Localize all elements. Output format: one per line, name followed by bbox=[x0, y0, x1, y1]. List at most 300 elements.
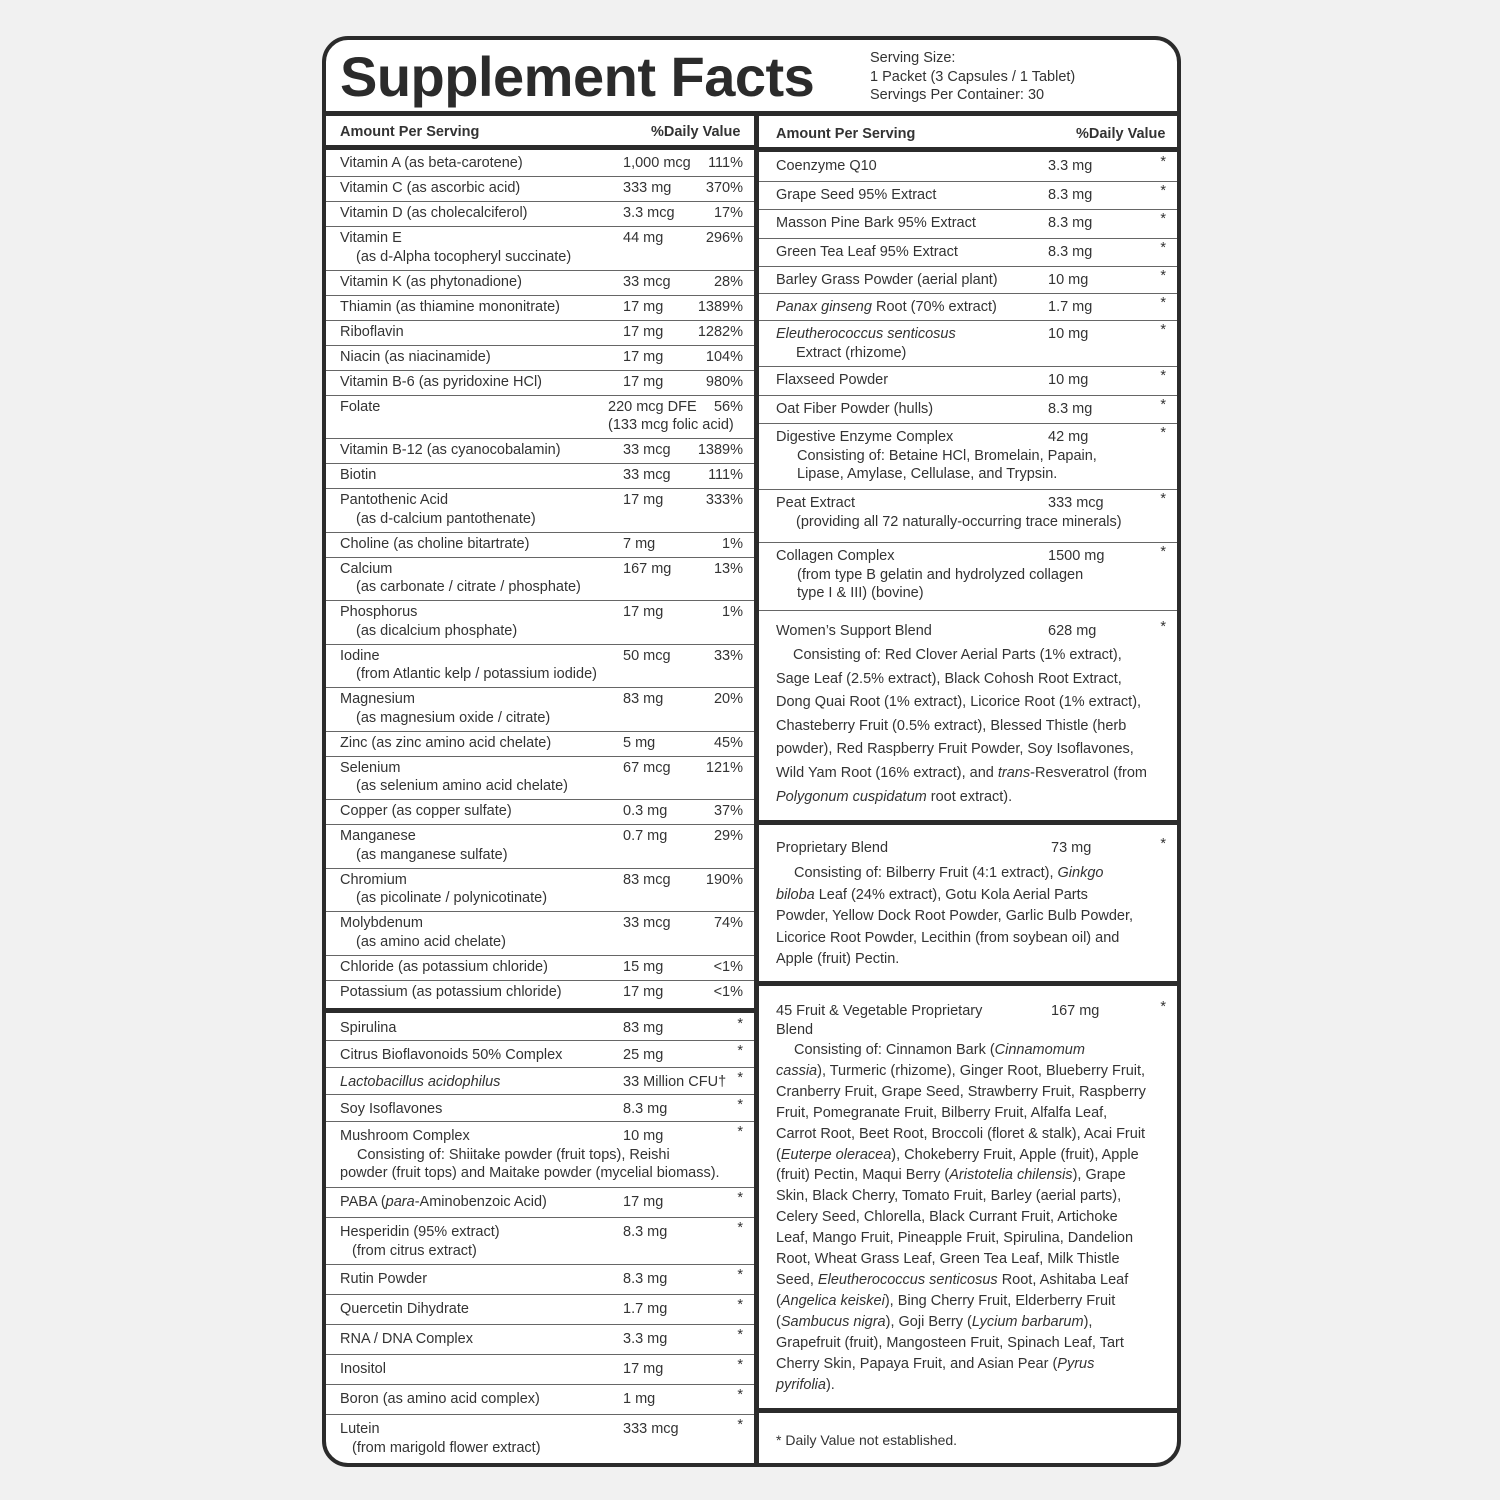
ingredient-amount: 3.3 mg bbox=[1048, 158, 1093, 174]
ingredient-amount: 7 mg bbox=[623, 535, 656, 552]
ingredient-name bbox=[340, 690, 415, 709]
proprietary-line: Apple (fruit) Pectin. bbox=[776, 951, 900, 967]
text: ( bbox=[776, 1313, 781, 1330]
text: ). bbox=[825, 1376, 835, 1393]
ingredient-amount: 167 mg bbox=[623, 560, 672, 577]
text: Phosphorus bbox=[340, 604, 418, 620]
left-header-rule bbox=[326, 145, 754, 150]
ingredient-name bbox=[776, 186, 936, 205]
row-divider bbox=[326, 370, 754, 371]
ingredient-name bbox=[340, 1360, 386, 1379]
fruitveg-blend-dv: * bbox=[1160, 999, 1166, 1015]
ingredient-dv: * bbox=[737, 1043, 743, 1059]
ingredient-name bbox=[340, 1420, 380, 1439]
ingredient-name bbox=[340, 298, 560, 317]
ingredient-name bbox=[340, 273, 522, 292]
ingredient-dv: 190% bbox=[705, 871, 743, 888]
ingredient-dv: * bbox=[1160, 368, 1166, 384]
ingredient-sub: (as d-Alpha tocopheryl succinate) bbox=[356, 248, 572, 265]
ingredient-dv: * bbox=[1160, 322, 1166, 338]
text: Riboflavin bbox=[340, 323, 404, 340]
text: Eleutherococcus senticosus bbox=[817, 1271, 998, 1288]
row-divider bbox=[326, 1324, 754, 1325]
ingredient-name bbox=[340, 827, 416, 846]
proprietary-rule bbox=[759, 981, 1177, 986]
text: Cinnamomum bbox=[994, 1042, 1085, 1058]
supplement-facts-panel bbox=[322, 36, 1181, 1467]
ingredient-name bbox=[340, 734, 551, 753]
ingredient-sub: Lipase, Amylase, Cellulase, and Trypsin. bbox=[797, 466, 1058, 482]
ingredient-amount: 17 mg bbox=[623, 323, 664, 340]
ingredient-name bbox=[776, 371, 888, 390]
row-divider bbox=[759, 366, 1177, 367]
text: Mushroom Complex bbox=[340, 1128, 470, 1144]
fruitveg-rule bbox=[759, 1408, 1177, 1413]
row-divider bbox=[759, 293, 1177, 294]
proprietary-line: Licorice Root Powder, Lecithin (from soybean oil) and bbox=[776, 929, 1120, 946]
text: Molybdenum bbox=[340, 915, 424, 931]
ingredient-dv: 13% bbox=[713, 560, 743, 577]
ingredient-name bbox=[340, 179, 520, 198]
ingredient-amount: 67 mcg bbox=[623, 759, 671, 776]
text: Vitamin B-6 (as pyridoxine HCl) bbox=[340, 373, 542, 390]
row-divider bbox=[326, 1121, 754, 1122]
ingredient-amount: 17 mg bbox=[623, 298, 664, 315]
ingredient-name bbox=[776, 214, 976, 233]
ingredient-dv: 296% bbox=[705, 230, 743, 246]
fruitveg-line: Fruit, Pomegranate Fruit, Bilberry Fruit, Alfalfa Leaf, bbox=[776, 1104, 1108, 1121]
text: Vitamin E bbox=[340, 230, 402, 246]
text: Chromium bbox=[340, 871, 407, 888]
ingredient-name bbox=[776, 547, 894, 566]
ingredient-dv: 1282% bbox=[697, 323, 743, 340]
ingredient-amount: 10 mg bbox=[1048, 372, 1089, 388]
row-divider bbox=[326, 176, 754, 177]
ingredient-dv: * bbox=[1160, 211, 1166, 227]
text: Inositol bbox=[340, 1361, 386, 1377]
text: Magnesium bbox=[340, 691, 415, 707]
ingredient-name bbox=[340, 759, 400, 778]
row-divider bbox=[326, 687, 754, 688]
ingredient-amount: 17 mg bbox=[623, 348, 664, 365]
left-dv-header: %Daily Value bbox=[651, 124, 741, 140]
footnote: * Daily Value not established. bbox=[776, 1432, 958, 1448]
ingredient-name bbox=[340, 398, 380, 417]
text: root extract). bbox=[926, 788, 1013, 805]
womens-rule bbox=[759, 820, 1177, 825]
ingredient-amount: 8.3 mg bbox=[1048, 215, 1093, 231]
text: Quercetin Dihydrate bbox=[340, 1301, 469, 1317]
ingredient-amount: 50 mcg bbox=[623, 647, 671, 664]
ingredient-sub: (as d-calcium pantothenate) bbox=[356, 510, 536, 527]
ingredient-dv: 104% bbox=[705, 348, 743, 365]
text: Calcium bbox=[340, 560, 393, 577]
ingredient-amount: 8.3 mg bbox=[1048, 186, 1093, 203]
row-divider bbox=[326, 557, 754, 558]
ingredient-amount: 17 mg bbox=[623, 492, 664, 508]
ingredient-dv: * bbox=[737, 1327, 743, 1343]
ingredient-amount: 25 mg bbox=[623, 1047, 664, 1063]
row-divider bbox=[326, 731, 754, 732]
ingredient-amount: 33 mcg bbox=[623, 467, 671, 483]
ingredient-dv: 56% bbox=[713, 398, 743, 415]
text: Leaf (24% extract), Gotu Kola Aerial Parts bbox=[814, 886, 1088, 903]
ingredient-amount: 1 mg bbox=[623, 1391, 656, 1407]
ingredient-name bbox=[776, 271, 998, 290]
ingredient-dv: * bbox=[1160, 491, 1166, 507]
row-divider bbox=[326, 395, 754, 396]
text: Boron (as amino acid complex) bbox=[340, 1391, 540, 1407]
text: cassia bbox=[776, 1062, 818, 1079]
ingredient-dv: 29% bbox=[713, 828, 743, 844]
ingredient-dv: * bbox=[1160, 268, 1166, 284]
womens-line bbox=[776, 786, 1147, 810]
ingredient-amount: 10 mg bbox=[1048, 272, 1089, 288]
text: Consisting of: Cinnamon Bark ( bbox=[794, 1042, 995, 1058]
womens-blend-desc bbox=[776, 644, 1147, 809]
ingredient-dv: * bbox=[1160, 544, 1166, 560]
text: Flaxseed Powder bbox=[776, 372, 889, 388]
row-divider bbox=[326, 600, 754, 601]
fruitveg-line bbox=[776, 1145, 1146, 1166]
text: Vitamin K (as phytonadione) bbox=[340, 273, 522, 290]
text: Hesperidin (95% extract) bbox=[340, 1224, 500, 1240]
text: ), Goji Berry ( bbox=[885, 1313, 972, 1330]
ingredient-dv: * bbox=[737, 1267, 743, 1283]
ingredient-amount: 17 mg bbox=[623, 1194, 664, 1210]
text: Masson Pine Bark 95% Extract bbox=[776, 215, 976, 231]
text: Seed, bbox=[776, 1271, 818, 1288]
ingredient-amount: 333 mcg bbox=[623, 1421, 679, 1437]
fruitveg-line bbox=[776, 1354, 1146, 1375]
ingredient-name bbox=[340, 1127, 470, 1146]
ingredient-dv: * bbox=[737, 1387, 743, 1403]
row-divider bbox=[326, 1264, 754, 1265]
ingredient-dv: 17% bbox=[713, 205, 743, 221]
text: Lactobacillus acidophilus bbox=[340, 1074, 501, 1090]
text: (fruit) Pectin, Maqui Berry ( bbox=[776, 1167, 950, 1184]
text: Iodine bbox=[340, 647, 380, 664]
ingredient-dv: 37% bbox=[713, 803, 743, 819]
text: Pantothenic Acid bbox=[340, 492, 449, 508]
ingredient-sub: Extract (rhizome) bbox=[796, 344, 907, 361]
fruitveg-blend-name bbox=[776, 1002, 982, 1039]
ingredient-dv: 111% bbox=[708, 467, 743, 483]
ingredient-name bbox=[340, 535, 529, 554]
left-amount-header: Amount Per Serving bbox=[340, 124, 480, 140]
ingredient-name bbox=[340, 983, 562, 1002]
row-divider bbox=[759, 238, 1177, 239]
serving-size-label: Serving Size: bbox=[870, 50, 956, 66]
ingredient-sub: (from Atlantic kelp / potassium iodide) bbox=[356, 666, 597, 682]
ingredient-name bbox=[340, 1270, 427, 1289]
ingredient-dv: * bbox=[1160, 239, 1166, 256]
ingredient-amount: 0.3 mg bbox=[623, 803, 668, 819]
womens-line bbox=[776, 762, 1147, 786]
proprietary-blend-amount: 73 mg bbox=[1051, 840, 1092, 856]
row-divider bbox=[326, 345, 754, 346]
text: -Resveratrol (from bbox=[1030, 764, 1147, 781]
text: Pyrus bbox=[1057, 1355, 1095, 1372]
row-divider bbox=[326, 1294, 754, 1295]
fruitveg-blend-desc bbox=[776, 1040, 1146, 1395]
ingredient-sub: type I & III) (bovine) bbox=[797, 585, 924, 601]
ingredient-name bbox=[776, 243, 958, 262]
ingredient-dv: * bbox=[737, 1220, 743, 1236]
ingredient-amount: 17 mg bbox=[623, 604, 664, 620]
ingredient-amount: 1,000 mcg bbox=[623, 155, 691, 171]
text: Selenium bbox=[340, 759, 401, 776]
fruitveg-line: Celery Seed, Chlorella, Black Currant Fruit, Artichoke bbox=[776, 1209, 1118, 1226]
ingredient-dv: * bbox=[1160, 425, 1166, 441]
ingredient-name bbox=[340, 871, 407, 890]
proprietary-line bbox=[776, 863, 1133, 885]
text: Zinc (as zinc amino acid chelate) bbox=[340, 734, 552, 751]
ingredient-amount: 17 mg bbox=[623, 983, 664, 1000]
text: Niacin (as niacinamide) bbox=[340, 348, 491, 365]
ingredient-dv: <1% bbox=[713, 958, 743, 975]
text: Grape Seed 95% Extract bbox=[776, 186, 937, 203]
ingredient-amount-note: (133 mcg folic acid) bbox=[608, 417, 734, 433]
ingredient-dv: 333% bbox=[705, 492, 743, 508]
column-divider bbox=[754, 116, 759, 1466]
text: Eleutherococcus senticosus bbox=[776, 326, 956, 342]
ingredient-name bbox=[340, 441, 561, 460]
ingredient-sub: (as amino acid chelate) bbox=[356, 933, 506, 950]
row-divider bbox=[326, 1094, 754, 1095]
text: Lutein bbox=[340, 1421, 380, 1437]
text: Potassium (as potassium chloride) bbox=[340, 983, 562, 1000]
ingredient-name bbox=[340, 1300, 469, 1319]
row-divider bbox=[759, 181, 1177, 182]
row-divider bbox=[326, 438, 754, 439]
ingredient-amount: 1.7 mg bbox=[1048, 299, 1093, 315]
ingredient-dv: 45% bbox=[713, 734, 743, 751]
text: RNA / DNA Complex bbox=[340, 1331, 473, 1347]
ingredient-amount: 0.7 mg bbox=[623, 828, 668, 844]
row-divider bbox=[326, 955, 754, 956]
text: ), Chokeberry Fruit, Apple (fruit), Apple bbox=[891, 1146, 1139, 1163]
ingredient-dv: * bbox=[737, 1190, 743, 1206]
ingredient-sub: (providing all 72 naturally-occurring trace minerals) bbox=[796, 513, 1122, 530]
ingredient-name bbox=[340, 1073, 500, 1092]
ingredient-amount: 83 mg bbox=[623, 1020, 664, 1036]
row-divider bbox=[759, 395, 1177, 396]
row-divider bbox=[759, 209, 1177, 210]
ingredient-amount: 17 mg bbox=[623, 373, 664, 390]
ingredient-name bbox=[340, 958, 548, 977]
ingredient-name bbox=[340, 1193, 547, 1212]
ingredient-amount: 8.3 mg bbox=[623, 1271, 668, 1287]
text: Chloride (as potassium chloride) bbox=[340, 958, 548, 975]
text: PABA ( bbox=[340, 1194, 386, 1210]
text: Sambucus nigra bbox=[780, 1313, 886, 1330]
ingredient-amount: 33 mcg bbox=[623, 273, 671, 290]
row-divider bbox=[326, 1187, 754, 1188]
ingredient-name bbox=[340, 1390, 540, 1409]
ingredient-name bbox=[776, 157, 877, 176]
ingredient-dv: 1% bbox=[722, 535, 743, 552]
ingredient-name bbox=[340, 560, 392, 579]
serving-info bbox=[870, 49, 1075, 105]
text: Coenzyme Q10 bbox=[776, 158, 877, 174]
text: Biotin bbox=[340, 467, 377, 483]
row-divider bbox=[326, 463, 754, 464]
row-divider bbox=[326, 1067, 754, 1068]
fruitveg-line bbox=[776, 1375, 1146, 1396]
ingredient-amount: 333 mg bbox=[623, 180, 672, 196]
proprietary-blend-name: Proprietary Blend bbox=[776, 840, 889, 856]
fruitveg-blend-amount: 167 mg bbox=[1051, 1003, 1100, 1019]
text: Manganese bbox=[340, 828, 416, 844]
ingredient-dv: 111% bbox=[708, 155, 743, 171]
row-divider bbox=[326, 1217, 754, 1218]
ingredient-amount: 17 mg bbox=[623, 1361, 664, 1377]
right-sep bbox=[759, 610, 1177, 611]
ingredient-name bbox=[776, 325, 956, 344]
ingredient-dv: 370% bbox=[705, 180, 743, 196]
fruitveg-line: Carrot Root, Beet Root, Broccoli (floret & stalk), Acai Fruit bbox=[776, 1125, 1146, 1142]
ingredient-sub: (as carbonate / citrate / phosphate) bbox=[356, 579, 581, 595]
ingredient-dv: 980% bbox=[705, 373, 743, 390]
row-divider bbox=[326, 980, 754, 981]
row-divider bbox=[326, 488, 754, 489]
ingredient-name bbox=[340, 229, 402, 248]
ingredient-dv: * bbox=[737, 1417, 743, 1433]
ingredient-amount: 8.3 mg bbox=[1048, 400, 1093, 417]
right-amount-header: Amount Per Serving bbox=[776, 126, 916, 142]
fruitveg-line: Leaf, Mango Fruit, Pineapple Fruit, Spirulina, Dandelion bbox=[776, 1230, 1134, 1247]
text: Vitamin B-12 (as cyanocobalamin) bbox=[340, 442, 561, 458]
text: Vitamin C (as ascorbic acid) bbox=[340, 180, 521, 196]
text: Blend bbox=[776, 1021, 814, 1038]
fruitveg-line bbox=[776, 1040, 1146, 1061]
ingredient-name bbox=[776, 400, 933, 419]
ingredient-name bbox=[340, 603, 417, 622]
womens-line: Sage Leaf (2.5% extract), Black Cohosh Root Extract, bbox=[776, 670, 1122, 687]
text: Root (70% extract) bbox=[871, 299, 997, 315]
left-section-rule bbox=[326, 1008, 754, 1013]
text: ( bbox=[776, 1146, 781, 1163]
title-rule bbox=[326, 111, 1177, 116]
ingredient-name bbox=[340, 323, 404, 342]
row-divider bbox=[326, 824, 754, 825]
fruitveg-line bbox=[776, 1270, 1146, 1291]
text: Soy Isoflavones bbox=[340, 1101, 443, 1117]
text: Wild Yam Root (16% extract), and bbox=[776, 764, 998, 781]
ingredient-dv: * bbox=[737, 1016, 743, 1032]
text: biloba bbox=[776, 886, 815, 903]
row-divider bbox=[759, 320, 1177, 321]
text: Consisting of: Bilberry Fruit (4:1 extract), bbox=[794, 865, 1058, 881]
text: 45 Fruit & Vegetable Proprietary bbox=[776, 1003, 983, 1019]
row-divider bbox=[326, 868, 754, 869]
row-divider bbox=[759, 489, 1177, 490]
ingredient-amount: 220 mcg DFE bbox=[608, 398, 697, 415]
ingredient-amount: 10 mg bbox=[623, 1128, 664, 1144]
ingredient-amount: 3.3 mcg bbox=[623, 205, 675, 221]
fruitveg-line: Grapefruit (fruit), Mangosteen Fruit, Spinach Leaf, Tart bbox=[776, 1334, 1124, 1351]
row-divider bbox=[326, 295, 754, 296]
ingredient-dv: 121% bbox=[705, 759, 743, 776]
ingredient-dv: * bbox=[737, 1357, 743, 1373]
proprietary-line bbox=[776, 885, 1133, 907]
text: Barley Grass Powder (aerial plant) bbox=[776, 272, 998, 288]
ingredient-amount: 5 mg bbox=[623, 734, 656, 751]
ingredient-amount: 44 mg bbox=[623, 230, 664, 246]
ingredient-name bbox=[340, 1223, 500, 1242]
ingredient-sub: (as picolinate / polynicotinate) bbox=[356, 890, 548, 906]
fruitveg-line: Cranberry Fruit, Grape Seed, Strawberry Fruit, Raspberry bbox=[776, 1083, 1146, 1100]
ingredient-name bbox=[340, 1100, 442, 1119]
row-divider bbox=[326, 1354, 754, 1355]
fruitveg-line bbox=[776, 1291, 1146, 1312]
fruitveg-line: Skin, Black Cherry, Tomato Fruit, Barley (aerial parts), bbox=[776, 1188, 1122, 1205]
ingredient-dv: * bbox=[737, 1070, 743, 1086]
text: ( bbox=[776, 1292, 781, 1309]
row-divider bbox=[326, 532, 754, 533]
womens-line: Chasteberry Fruit (0.5% extract), Blessed Thistle (herb bbox=[776, 717, 1127, 734]
ingredient-amount: 10 mg bbox=[1048, 326, 1089, 342]
womens-blend-name: Women’s Support Blend bbox=[776, 623, 932, 639]
text: Thiamin (as thiamine mononitrate) bbox=[340, 298, 561, 315]
womens-blend-amount: 628 mg bbox=[1048, 623, 1097, 639]
row-divider bbox=[326, 1414, 754, 1415]
ingredient-name bbox=[340, 204, 528, 223]
text: Oat Fiber Powder (hulls) bbox=[776, 400, 934, 417]
womens-blend-dv: * bbox=[1160, 619, 1166, 635]
text: ), Grape bbox=[1072, 1167, 1126, 1184]
text: Citrus Bioflavonoids 50% Complex bbox=[340, 1047, 563, 1063]
row-divider bbox=[326, 226, 754, 227]
ingredient-dv: 1389% bbox=[697, 298, 743, 315]
proprietary-blend-desc bbox=[776, 863, 1133, 971]
ingredient-name bbox=[776, 494, 855, 513]
text: Folate bbox=[340, 398, 381, 415]
ingredient-sub: (from citrus extract) bbox=[352, 1242, 477, 1259]
text: Vitamin D (as cholecalciferol) bbox=[340, 205, 528, 221]
ingredient-amount: 33 mcg bbox=[623, 442, 671, 458]
fruitveg-line bbox=[776, 1312, 1146, 1333]
text: Vitamin A (as beta-carotene) bbox=[340, 155, 523, 171]
womens-line: Dong Quai Root (1% extract), Licorice Root (1% extract), bbox=[776, 694, 1142, 711]
text: Digestive Enzyme Complex bbox=[776, 429, 954, 445]
ingredient-sub: (from type B gelatin and hydrolyzed collagen bbox=[797, 566, 1084, 583]
ingredient-sub: (as dicalcium phosphate) bbox=[356, 622, 518, 639]
serving-size-value: 1 Packet (3 Capsules / 1 Tablet) bbox=[870, 68, 1076, 85]
ingredient-dv: * bbox=[737, 1297, 743, 1313]
ingredient-name bbox=[776, 298, 997, 317]
text: Ginkgo bbox=[1057, 865, 1104, 881]
ingredient-amount: 33 Million CFU† bbox=[623, 1074, 727, 1090]
page-title: Supplement Facts bbox=[340, 45, 815, 108]
ingredient-amount: 3.3 mg bbox=[623, 1331, 668, 1347]
ingredient-dv: * bbox=[1160, 154, 1166, 170]
ingredient-dv: 74% bbox=[713, 915, 743, 931]
row-divider bbox=[326, 911, 754, 912]
ingredient-dv: 33% bbox=[713, 647, 743, 664]
ingredient-name bbox=[340, 348, 491, 367]
ingredient-dv: <1% bbox=[713, 983, 743, 1000]
ingredient-amount: 33 mcg bbox=[623, 915, 671, 931]
row-divider bbox=[326, 1040, 754, 1041]
ingredient-sub: (as magnesium oxide / citrate) bbox=[356, 709, 551, 726]
ingredient-sub: (from marigold flower extract) bbox=[352, 1439, 541, 1456]
text: Panax ginseng bbox=[776, 299, 872, 315]
text: Angelica keiskei bbox=[780, 1292, 885, 1309]
fruitveg-line bbox=[776, 1165, 1146, 1186]
ingredient-dv: * bbox=[1160, 182, 1166, 199]
